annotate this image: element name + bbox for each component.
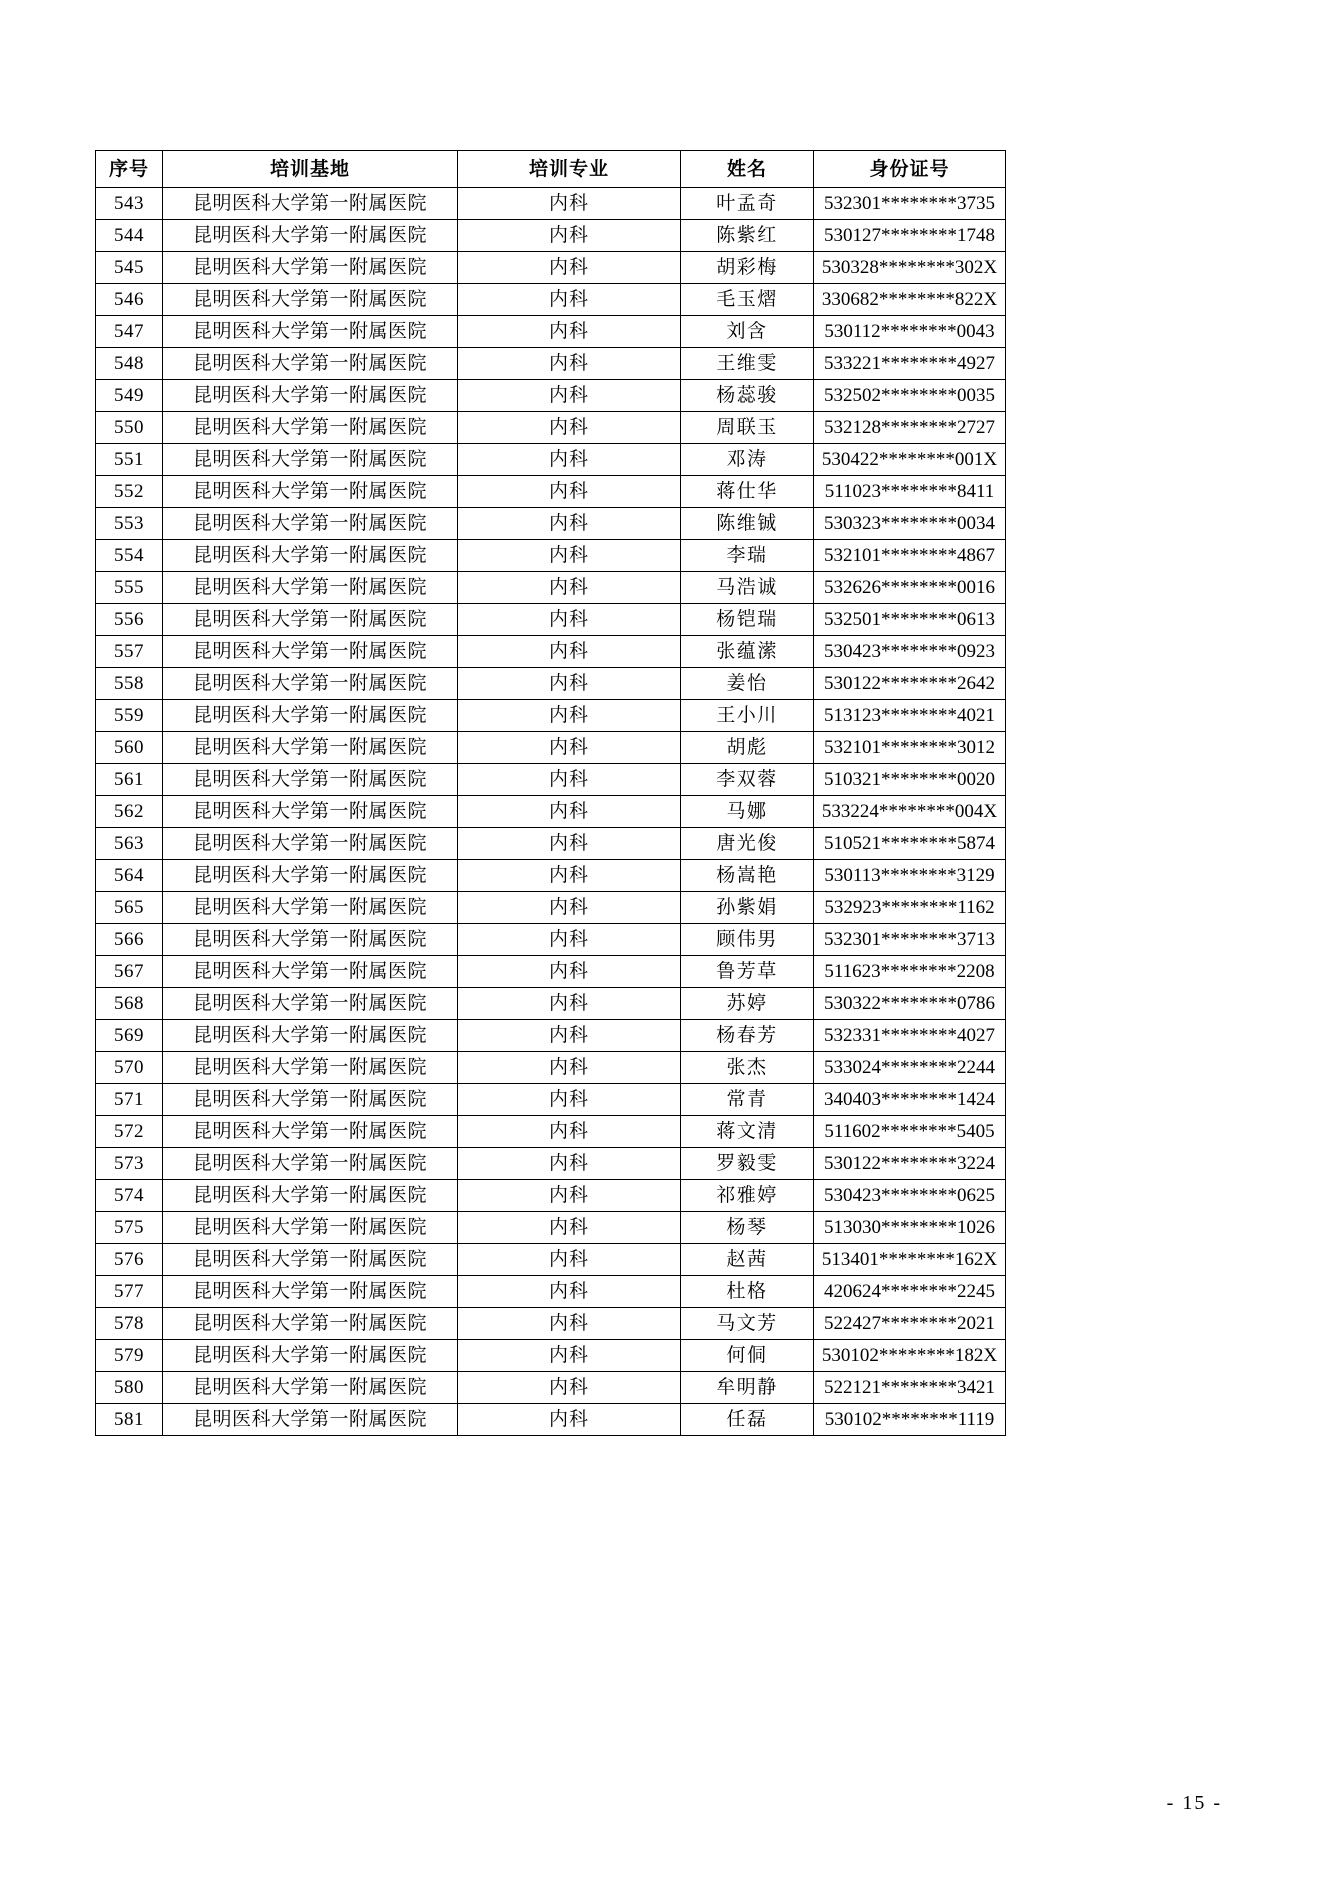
cell-training-base: 昆明医科大学第一附属医院 (163, 348, 458, 380)
table-row (96, 1372, 1006, 1404)
cell-id-number: 530322********0786 (814, 988, 1006, 1020)
table-row (96, 1308, 1006, 1340)
cell-training-specialty: 内科 (458, 252, 681, 284)
page-number-footer: - 15 - (1166, 1792, 1222, 1814)
cell-name: 祁雅婷 (681, 1180, 814, 1212)
cell-index: 567 (96, 956, 163, 988)
cell-training-specialty: 内科 (458, 668, 681, 700)
cell-index: 554 (96, 540, 163, 572)
cell-name: 顾伟男 (681, 924, 814, 956)
cell-training-base: 昆明医科大学第一附属医院 (163, 1276, 458, 1308)
cell-training-base: 昆明医科大学第一附属医院 (163, 796, 458, 828)
cell-id-number: 533224********004X (814, 796, 1006, 828)
cell-index: 555 (96, 572, 163, 604)
cell-training-base: 昆明医科大学第一附属医院 (163, 988, 458, 1020)
cell-index: 551 (96, 444, 163, 476)
cell-name: 陈维铖 (681, 508, 814, 540)
cell-training-base: 昆明医科大学第一附属医院 (163, 220, 458, 252)
cell-index: 563 (96, 828, 163, 860)
cell-id-number: 522427********2021 (814, 1308, 1006, 1340)
table-row (96, 188, 1006, 220)
cell-training-specialty: 内科 (458, 1212, 681, 1244)
cell-id-number: 530102********182X (814, 1340, 1006, 1372)
cell-id-number: 530112********0043 (814, 316, 1006, 348)
cell-index: 546 (96, 284, 163, 316)
cell-training-specialty: 内科 (458, 508, 681, 540)
column-header-id-number: 身份证号 (814, 151, 1006, 188)
cell-training-specialty: 内科 (458, 572, 681, 604)
cell-name: 任磊 (681, 1404, 814, 1436)
table-row (96, 860, 1006, 892)
cell-id-number: 532923********1162 (814, 892, 1006, 924)
table-row (96, 316, 1006, 348)
cell-index: 577 (96, 1276, 163, 1308)
column-header-index: 序号 (96, 151, 163, 188)
column-header-name: 姓名 (681, 151, 814, 188)
cell-id-number: 532331********4027 (814, 1020, 1006, 1052)
cell-training-base: 昆明医科大学第一附属医院 (163, 1052, 458, 1084)
table-row (96, 412, 1006, 444)
cell-training-base: 昆明医科大学第一附属医院 (163, 1244, 458, 1276)
cell-name: 蒋仕华 (681, 476, 814, 508)
cell-training-base: 昆明医科大学第一附属医院 (163, 1084, 458, 1116)
cell-id-number: 533221********4927 (814, 348, 1006, 380)
cell-training-specialty: 内科 (458, 636, 681, 668)
cell-name: 马娜 (681, 796, 814, 828)
cell-training-specialty: 内科 (458, 796, 681, 828)
cell-id-number: 530423********0923 (814, 636, 1006, 668)
cell-id-number: 513401********162X (814, 1244, 1006, 1276)
cell-name: 杨嵩艳 (681, 860, 814, 892)
table-row (96, 1340, 1006, 1372)
cell-index: 560 (96, 732, 163, 764)
table-header (96, 151, 1006, 188)
cell-name: 张蕴潆 (681, 636, 814, 668)
cell-training-specialty: 内科 (458, 444, 681, 476)
table-row (96, 348, 1006, 380)
cell-index: 548 (96, 348, 163, 380)
cell-training-specialty: 内科 (458, 1116, 681, 1148)
cell-training-specialty: 内科 (458, 828, 681, 860)
cell-id-number: 510521********5874 (814, 828, 1006, 860)
table-row (96, 1404, 1006, 1436)
cell-training-base: 昆明医科大学第一附属医院 (163, 732, 458, 764)
cell-id-number: 510321********0020 (814, 764, 1006, 796)
cell-training-specialty: 内科 (458, 220, 681, 252)
cell-name: 王小川 (681, 700, 814, 732)
cell-index: 565 (96, 892, 163, 924)
cell-training-specialty: 内科 (458, 1340, 681, 1372)
cell-id-number: 532101********3012 (814, 732, 1006, 764)
cell-training-base: 昆明医科大学第一附属医院 (163, 508, 458, 540)
cell-index: 578 (96, 1308, 163, 1340)
cell-id-number: 530122********2642 (814, 668, 1006, 700)
table-row (96, 796, 1006, 828)
cell-name: 杜格 (681, 1276, 814, 1308)
cell-training-specialty: 内科 (458, 1244, 681, 1276)
cell-id-number: 511023********8411 (814, 476, 1006, 508)
column-header-training-specialty: 培训专业 (458, 151, 681, 188)
cell-name: 刘含 (681, 316, 814, 348)
table-row (96, 604, 1006, 636)
cell-training-specialty: 内科 (458, 892, 681, 924)
cell-training-base: 昆明医科大学第一附属医院 (163, 1212, 458, 1244)
table-row (96, 1180, 1006, 1212)
cell-training-base: 昆明医科大学第一附属医院 (163, 476, 458, 508)
cell-name: 蒋文清 (681, 1116, 814, 1148)
table-row (96, 732, 1006, 764)
cell-name: 李双蓉 (681, 764, 814, 796)
cell-training-base: 昆明医科大学第一附属医院 (163, 1020, 458, 1052)
cell-index: 566 (96, 924, 163, 956)
cell-training-base: 昆明医科大学第一附属医院 (163, 1148, 458, 1180)
table-row (96, 540, 1006, 572)
cell-name: 何侗 (681, 1340, 814, 1372)
cell-index: 564 (96, 860, 163, 892)
cell-index: 573 (96, 1148, 163, 1180)
table-row (96, 892, 1006, 924)
cell-training-specialty: 内科 (458, 476, 681, 508)
cell-id-number: 420624********2245 (814, 1276, 1006, 1308)
trainee-roster-table (95, 150, 1006, 1436)
cell-training-specialty: 内科 (458, 1148, 681, 1180)
cell-index: 557 (96, 636, 163, 668)
cell-name: 胡彩梅 (681, 252, 814, 284)
cell-training-specialty: 内科 (458, 988, 681, 1020)
cell-index: 572 (96, 1116, 163, 1148)
cell-index: 562 (96, 796, 163, 828)
cell-id-number: 511623********2208 (814, 956, 1006, 988)
cell-training-specialty: 内科 (458, 380, 681, 412)
table-row (96, 1148, 1006, 1180)
table-row (96, 284, 1006, 316)
cell-name: 罗毅雯 (681, 1148, 814, 1180)
cell-index: 559 (96, 700, 163, 732)
table-header-row (96, 151, 1006, 188)
cell-training-specialty: 内科 (458, 1020, 681, 1052)
table-row (96, 764, 1006, 796)
table-body (96, 188, 1006, 1436)
table-row (96, 636, 1006, 668)
cell-id-number: 530423********0625 (814, 1180, 1006, 1212)
cell-name: 孙紫娟 (681, 892, 814, 924)
table-row (96, 988, 1006, 1020)
cell-id-number: 530127********1748 (814, 220, 1006, 252)
cell-id-number: 530422********001X (814, 444, 1006, 476)
cell-index: 570 (96, 1052, 163, 1084)
cell-id-number: 532626********0016 (814, 572, 1006, 604)
cell-training-specialty: 内科 (458, 412, 681, 444)
cell-training-base: 昆明医科大学第一附属医院 (163, 1308, 458, 1340)
cell-id-number: 532501********0613 (814, 604, 1006, 636)
cell-training-base: 昆明医科大学第一附属医院 (163, 380, 458, 412)
cell-training-base: 昆明医科大学第一附属医院 (163, 636, 458, 668)
cell-index: 550 (96, 412, 163, 444)
cell-training-base: 昆明医科大学第一附属医院 (163, 924, 458, 956)
cell-training-base: 昆明医科大学第一附属医院 (163, 668, 458, 700)
cell-training-base: 昆明医科大学第一附属医院 (163, 1404, 458, 1436)
cell-name: 赵茜 (681, 1244, 814, 1276)
table-row (96, 476, 1006, 508)
table-row (96, 956, 1006, 988)
cell-id-number: 511602********5405 (814, 1116, 1006, 1148)
cell-id-number: 532101********4867 (814, 540, 1006, 572)
cell-id-number: 340403********1424 (814, 1084, 1006, 1116)
cell-training-specialty: 内科 (458, 860, 681, 892)
cell-name: 陈紫红 (681, 220, 814, 252)
cell-index: 561 (96, 764, 163, 796)
table-row (96, 1084, 1006, 1116)
cell-training-specialty: 内科 (458, 604, 681, 636)
cell-id-number: 532128********2727 (814, 412, 1006, 444)
cell-id-number: 530122********3224 (814, 1148, 1006, 1180)
cell-name: 马浩诚 (681, 572, 814, 604)
cell-name: 常青 (681, 1084, 814, 1116)
cell-training-base: 昆明医科大学第一附属医院 (163, 252, 458, 284)
cell-id-number: 513030********1026 (814, 1212, 1006, 1244)
cell-index: 549 (96, 380, 163, 412)
cell-training-base: 昆明医科大学第一附属医院 (163, 1372, 458, 1404)
cell-name: 毛玉熠 (681, 284, 814, 316)
column-header-training-base: 培训基地 (163, 151, 458, 188)
cell-name: 唐光俊 (681, 828, 814, 860)
table-row (96, 508, 1006, 540)
cell-training-base: 昆明医科大学第一附属医院 (163, 604, 458, 636)
cell-id-number: 532301********3713 (814, 924, 1006, 956)
cell-id-number: 530328********302X (814, 252, 1006, 284)
cell-training-specialty: 内科 (458, 348, 681, 380)
cell-name: 胡彪 (681, 732, 814, 764)
cell-id-number: 330682********822X (814, 284, 1006, 316)
cell-index: 569 (96, 1020, 163, 1052)
cell-index: 543 (96, 188, 163, 220)
cell-index: 553 (96, 508, 163, 540)
table-row (96, 220, 1006, 252)
cell-name: 杨春芳 (681, 1020, 814, 1052)
table-row (96, 668, 1006, 700)
cell-training-base: 昆明医科大学第一附属医院 (163, 412, 458, 444)
cell-training-base: 昆明医科大学第一附属医院 (163, 188, 458, 220)
table-row (96, 828, 1006, 860)
table-row (96, 252, 1006, 284)
cell-index: 574 (96, 1180, 163, 1212)
cell-name: 苏婷 (681, 988, 814, 1020)
cell-training-specialty: 内科 (458, 284, 681, 316)
cell-training-specialty: 内科 (458, 540, 681, 572)
cell-training-base: 昆明医科大学第一附属医院 (163, 540, 458, 572)
cell-name: 姜怡 (681, 668, 814, 700)
cell-name: 杨琴 (681, 1212, 814, 1244)
cell-id-number: 532502********0035 (814, 380, 1006, 412)
cell-name: 杨铠瑞 (681, 604, 814, 636)
cell-index: 571 (96, 1084, 163, 1116)
cell-training-base: 昆明医科大学第一附属医院 (163, 1180, 458, 1212)
cell-index: 547 (96, 316, 163, 348)
cell-training-specialty: 内科 (458, 700, 681, 732)
cell-name: 马文芳 (681, 1308, 814, 1340)
cell-id-number: 530323********0034 (814, 508, 1006, 540)
table-row (96, 444, 1006, 476)
cell-training-specialty: 内科 (458, 1404, 681, 1436)
cell-training-base: 昆明医科大学第一附属医院 (163, 444, 458, 476)
cell-training-base: 昆明医科大学第一附属医院 (163, 572, 458, 604)
cell-training-specialty: 内科 (458, 1052, 681, 1084)
cell-training-base: 昆明医科大学第一附属医院 (163, 1116, 458, 1148)
cell-training-specialty: 内科 (458, 188, 681, 220)
cell-training-base: 昆明医科大学第一附属医院 (163, 284, 458, 316)
table-row (96, 380, 1006, 412)
table-row (96, 1116, 1006, 1148)
cell-name: 叶孟奇 (681, 188, 814, 220)
cell-id-number: 522121********3421 (814, 1372, 1006, 1404)
cell-id-number: 530113********3129 (814, 860, 1006, 892)
cell-training-specialty: 内科 (458, 1372, 681, 1404)
cell-index: 544 (96, 220, 163, 252)
cell-name: 李瑞 (681, 540, 814, 572)
table-row (96, 572, 1006, 604)
cell-name: 鲁芳草 (681, 956, 814, 988)
cell-training-specialty: 内科 (458, 1180, 681, 1212)
cell-index: 576 (96, 1244, 163, 1276)
table-row (96, 1052, 1006, 1084)
cell-name: 杨蕊骏 (681, 380, 814, 412)
cell-id-number: 532301********3735 (814, 188, 1006, 220)
cell-training-base: 昆明医科大学第一附属医院 (163, 700, 458, 732)
cell-index: 580 (96, 1372, 163, 1404)
cell-training-specialty: 内科 (458, 956, 681, 988)
cell-training-base: 昆明医科大学第一附属医院 (163, 1340, 458, 1372)
cell-name: 王维雯 (681, 348, 814, 380)
cell-training-specialty: 内科 (458, 1084, 681, 1116)
cell-training-specialty: 内科 (458, 732, 681, 764)
cell-training-base: 昆明医科大学第一附属医院 (163, 828, 458, 860)
table-row (96, 924, 1006, 956)
cell-training-base: 昆明医科大学第一附属医院 (163, 764, 458, 796)
cell-training-specialty: 内科 (458, 316, 681, 348)
cell-index: 568 (96, 988, 163, 1020)
cell-index: 558 (96, 668, 163, 700)
cell-training-base: 昆明医科大学第一附属医院 (163, 892, 458, 924)
cell-training-specialty: 内科 (458, 1276, 681, 1308)
cell-name: 周联玉 (681, 412, 814, 444)
cell-name: 牟明静 (681, 1372, 814, 1404)
table-row (96, 1020, 1006, 1052)
cell-index: 575 (96, 1212, 163, 1244)
cell-name: 邓涛 (681, 444, 814, 476)
table-row (96, 700, 1006, 732)
table-row (96, 1276, 1006, 1308)
cell-index: 579 (96, 1340, 163, 1372)
cell-index: 556 (96, 604, 163, 636)
cell-index: 581 (96, 1404, 163, 1436)
cell-name: 张杰 (681, 1052, 814, 1084)
table-row (96, 1244, 1006, 1276)
cell-training-specialty: 内科 (458, 924, 681, 956)
cell-id-number: 533024********2244 (814, 1052, 1006, 1084)
cell-training-specialty: 内科 (458, 1308, 681, 1340)
cell-id-number: 530102********1119 (814, 1404, 1006, 1436)
cell-training-base: 昆明医科大学第一附属医院 (163, 956, 458, 988)
cell-index: 545 (96, 252, 163, 284)
table-row (96, 1212, 1006, 1244)
cell-index: 552 (96, 476, 163, 508)
cell-training-specialty: 内科 (458, 764, 681, 796)
cell-training-base: 昆明医科大学第一附属医院 (163, 316, 458, 348)
cell-id-number: 513123********4021 (814, 700, 1006, 732)
cell-training-base: 昆明医科大学第一附属医院 (163, 860, 458, 892)
